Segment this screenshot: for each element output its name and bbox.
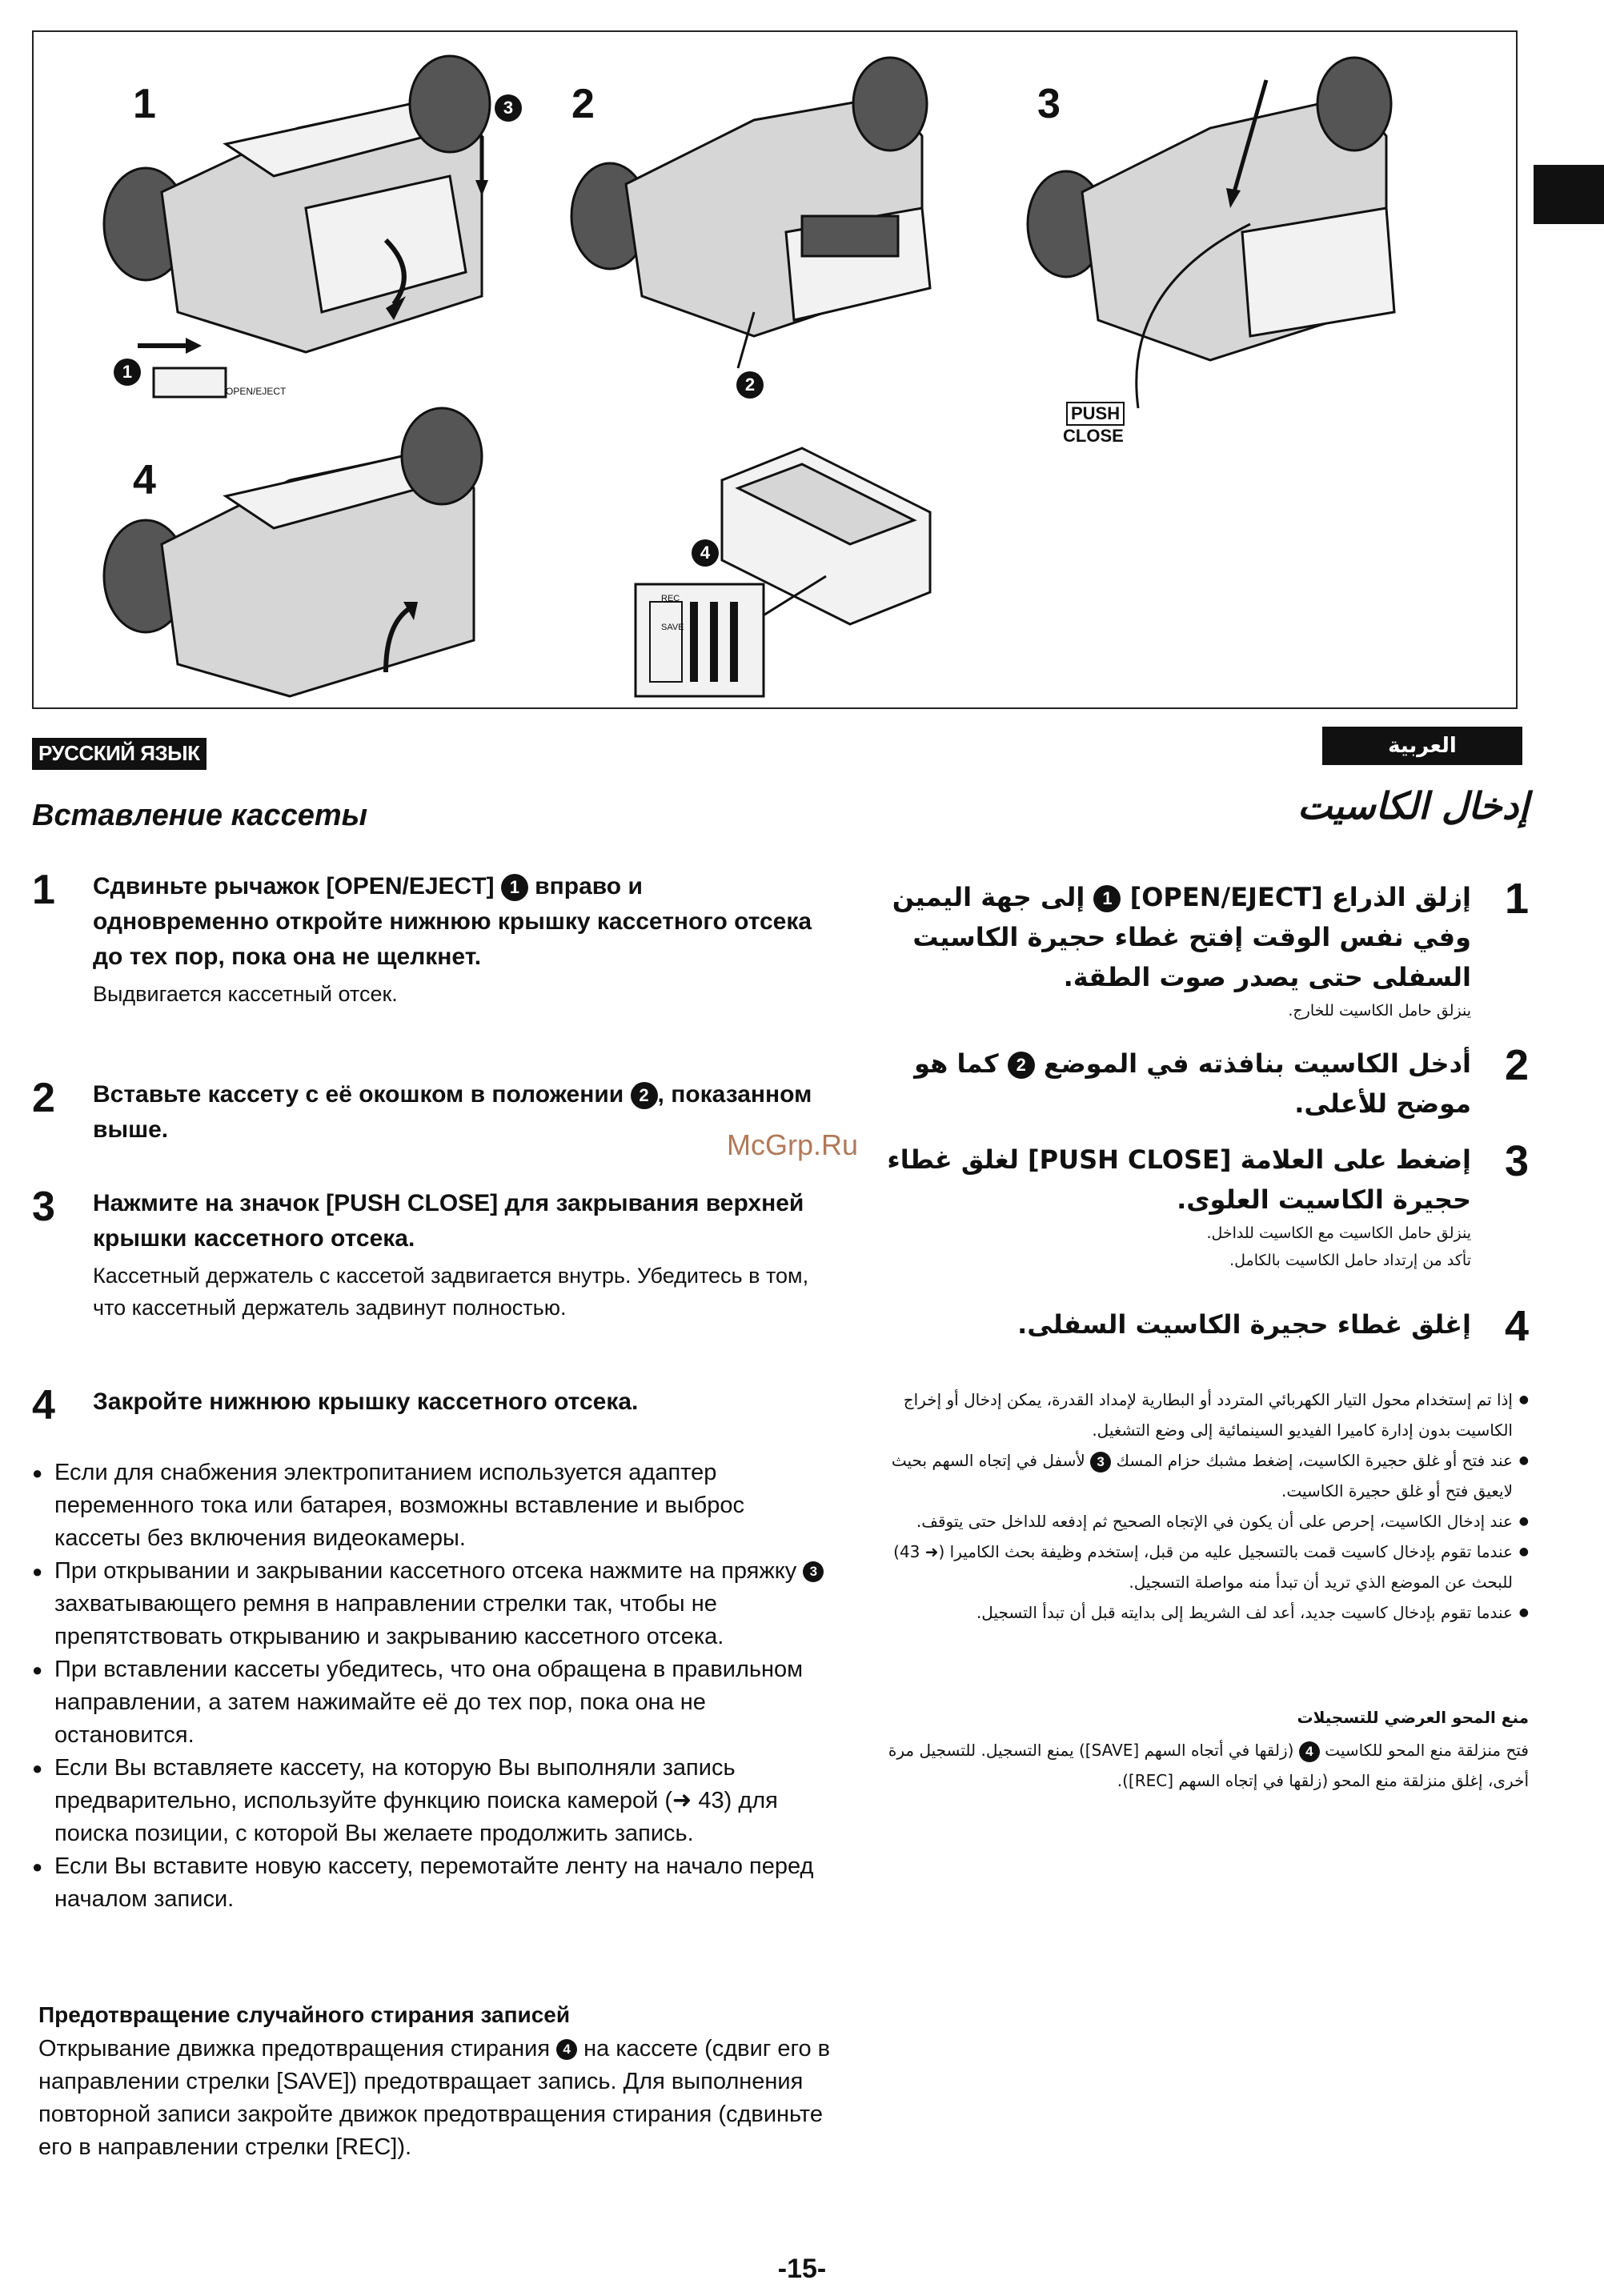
ru-step-2-text-a: Вставьте кассету с её окошком в положении: [93, 1081, 631, 1108]
ru-notes: [32, 1457, 824, 1916]
ar-note: [880, 1445, 1529, 1506]
callout-1: 1: [114, 359, 141, 386]
ru-erase-prevention-body: [38, 2033, 831, 2164]
ar-prevent-text-a: فتح منزلقة منع المحو للكاسيت: [1319, 1741, 1529, 1760]
figure-step-3: 3: [1037, 81, 1061, 127]
figure-step-1: 1: [133, 81, 156, 127]
push-label: PUSH: [1066, 402, 1125, 426]
ru-note: ● При вставлении кассеты убедитесь, что она обращена в правильном направлении, а затем нажимайте её до тех пор, пока она не остановится.: [32, 1653, 824, 1752]
open-eject-label: OPEN/EJECT: [226, 386, 287, 397]
ar-page-title: إدخال الكاسيت: [1297, 784, 1529, 827]
ru-note: ● Если Вы вставляете кассету, на которую Вы выполняли запись предварительно, используйте функцию поиска камерой (➜ 43) для поиска позиции, с которой Вы желаете продолжить запись.: [32, 1752, 824, 1850]
ru-note: ● Если Вы вставите новую кассету, перемотайте ленту на начало перед началом записи.: [32, 1850, 824, 1916]
ru-step-4: [32, 1382, 816, 1428]
ru-step-1-text-b: вправо и одновременно откройте нижнюю крышку кассетного отсека до тех пор, пока она не щелкнет.: [93, 873, 812, 970]
ru-step-heading: Нажмите на значок [PUSH CLOSE] для закрывания верхней крышки кассетного отсека.: [93, 1190, 804, 1252]
ru-note-2-text-a: При открывании и закрывании кассетного отсека нажмите на пряжку: [54, 1558, 804, 1584]
marker-2: 2: [1008, 1052, 1035, 1079]
ru-step-3: [32, 1186, 816, 1324]
russian-language-label: РУССКИЙ ЯЗЫК: [32, 738, 207, 770]
marker-3: 3: [803, 1561, 824, 1582]
rec-label: REC: [661, 594, 680, 603]
camera-step-1: [104, 56, 490, 397]
ar-step-heading: إضغط على العلامة [PUSH CLOSE] لغلق غطاء حجيرة الكاسيت العلوى.: [887, 1144, 1471, 1215]
watermark: McGrp.Ru: [727, 1128, 859, 1161]
marker-4: 4: [556, 2039, 577, 2060]
ar-step-1-text-b: إلى جهة اليمين وفي نفس الوقت إفتح غطاء حجيرة الكاسيت السفلى حتى يصدر صوت الطقة.: [892, 882, 1471, 992]
marker-2: 2: [631, 1082, 658, 1109]
camera-step-2: [571, 58, 930, 368]
ru-step-number: 3: [32, 1184, 55, 1230]
marker-4: 4: [1299, 1741, 1320, 1762]
ar-step-note: ينزلق حامل الكاسيت للخارج.: [1288, 1002, 1471, 1020]
ar-step-2-text-b: كما هو موضح للأعلى.: [914, 1048, 1471, 1119]
callout-3: 3: [495, 94, 522, 122]
ru-step-heading: [93, 869, 816, 975]
ru-step-2-text-b: , показанном выше.: [93, 1081, 812, 1143]
ar-note: ● إذا تم إستخدام محول التيار الكهربائي المتردد أو البطارية لإمداد القدرة، يمكن إدخال أو إخراج الكاسيت بدون إدارة كاميرا الفيديو السينمائية إلى وضع التشغيل.: [880, 1384, 1529, 1445]
ar-erase-prevention-title: منع المحو العرضي للتسجيلات: [1297, 1708, 1529, 1727]
ru-step-1: [32, 869, 816, 1010]
camera-step-4: [104, 408, 482, 696]
ru-step-number: 4: [32, 1382, 55, 1428]
ar-step-note: ينزلق حامل الكاسيت مع الكاسيت للداخل.: [1206, 1224, 1471, 1242]
ar-step-number: 3: [1504, 1137, 1529, 1185]
ru-step-2: [32, 1077, 816, 1148]
ar-note-2-text-b: لأسفل في إتجاه السهم بحيث لايعيق فتح أو غلق حجيرة الكاسيت.: [891, 1451, 1513, 1501]
ar-notes: [880, 1384, 1529, 1628]
ar-step-number: 1: [1504, 875, 1529, 923]
ar-step-1: [872, 877, 1529, 1024]
ar-step-note: تأكد من إرتداد حامل الكاسيت بالكامل.: [1229, 1252, 1471, 1269]
arabic-language-label: العربية: [1322, 727, 1522, 765]
page-number: -15-: [777, 2254, 827, 2284]
ru-page-title: Вставление кассеты: [32, 799, 368, 832]
ru-step-1-text-a: Сдвиньте рычажок [OPEN/EJECT]: [93, 873, 501, 900]
ar-note: ● عند إدخال الكاسيت، إحرص على أن يكون في الإتجاه الصحيح ثم إدفعه للداخل حتى يتوقف.: [880, 1506, 1529, 1537]
ar-prevent-text-b: (زلقها في أتجاه السهم [SAVE]) يمنع التسجيل. للتسجيل مرة أخرى، إغلق منزلقة منع المحو (زلقها في إتجاه السهم [REC]).: [888, 1741, 1529, 1790]
ar-step-4: [872, 1302, 1529, 1350]
ar-step-3: [872, 1137, 1529, 1274]
camera-step-3: [1028, 58, 1394, 408]
ar-step-1-text-a: إزلق الذراع [OPEN/EJECT]: [1121, 882, 1471, 912]
ar-erase-prevention-body: [880, 1735, 1529, 1796]
ru-prevent-text-a: Открывание движка предотвращения стирания: [38, 2036, 557, 2062]
ar-step-2-text-a: أدخل الكاسيت بنافذته في الموضع: [1034, 1048, 1471, 1079]
close-label: CLOSE: [1063, 426, 1124, 446]
illustration-frame: [32, 30, 1518, 709]
ru-note: ● Если для снабжения электропитанием используется адаптер переменного тока или батарея, возможны вставление и выброс кассеты без включения видеокамеры.: [32, 1457, 824, 1555]
cassette-drawing: [636, 448, 930, 696]
ru-erase-prevention-title: Предотвращение случайного стирания записей: [38, 2002, 571, 2027]
ru-note: [32, 1555, 824, 1653]
save-label: SAVE: [661, 623, 684, 632]
ar-step-number: 4: [1504, 1302, 1529, 1350]
ar-step-number: 2: [1504, 1041, 1529, 1089]
ar-step-2: [872, 1041, 1529, 1124]
cassette-illustration: [34, 32, 1516, 707]
ar-note: ● عندما تقوم بإدخال كاسيت قمت بالتسجيل عليه من قبل، إستخدم وظيفة بحث الكاميرا (➜ 43) للبحث عن الموضع الذي تريد أن تبدأ منه مواصلة التسجيل.: [880, 1537, 1529, 1597]
ru-step-heading: [93, 1077, 816, 1148]
marker-1: 1: [501, 874, 528, 901]
ru-prevent-text-b: на кассете (сдвиг его в направлении стрелки [SAVE]) предотвращает запись. Для выполнения повторной записи закройте движок предотвращения стирания (сдвиньте его в направлении стрелки [REC]).: [38, 2036, 831, 2160]
ru-step-note: Кассетный держатель с кассетой задвигается внутрь. Убедитесь в том, что кассетный держатель задвинут полностью.: [93, 1264, 809, 1320]
figure-step-4: 4: [133, 457, 156, 503]
marker-3: 3: [1090, 1452, 1111, 1473]
ru-note-2-text-b: захватывающего ремня в направлении стрелки так, чтобы не препятствовать открыванию и закрыванию кассетного отсека.: [54, 1591, 724, 1649]
callout-2: 2: [736, 371, 764, 399]
ru-step-heading: Закройте нижнюю крышку кассетного отсека.: [93, 1388, 639, 1415]
ar-step-heading: [872, 1044, 1471, 1124]
ru-step-note: Выдвигается кассетный отсек.: [93, 982, 398, 1006]
ar-note-2-text-a: عند فتح أو غلق حجيرة الكاسيت، إضغط مشبك حزام المسك: [1111, 1451, 1513, 1470]
ar-step-heading: إغلق غطاء حجيرة الكاسيت السفلى.: [1017, 1309, 1471, 1340]
figure-step-2: 2: [571, 81, 595, 127]
ar-step-heading: [872, 877, 1471, 997]
ru-step-number: 2: [32, 1075, 55, 1121]
marker-1: 1: [1093, 885, 1121, 912]
ru-step-number: 1: [32, 867, 55, 913]
callout-4: 4: [692, 539, 719, 567]
section-tab: [1534, 165, 1604, 224]
ar-note: ● عندما تقوم بإدخال كاسيت جديد، أعد لف الشريط إلى بدايته قبل أن تبدأ التسجيل.: [880, 1597, 1529, 1628]
